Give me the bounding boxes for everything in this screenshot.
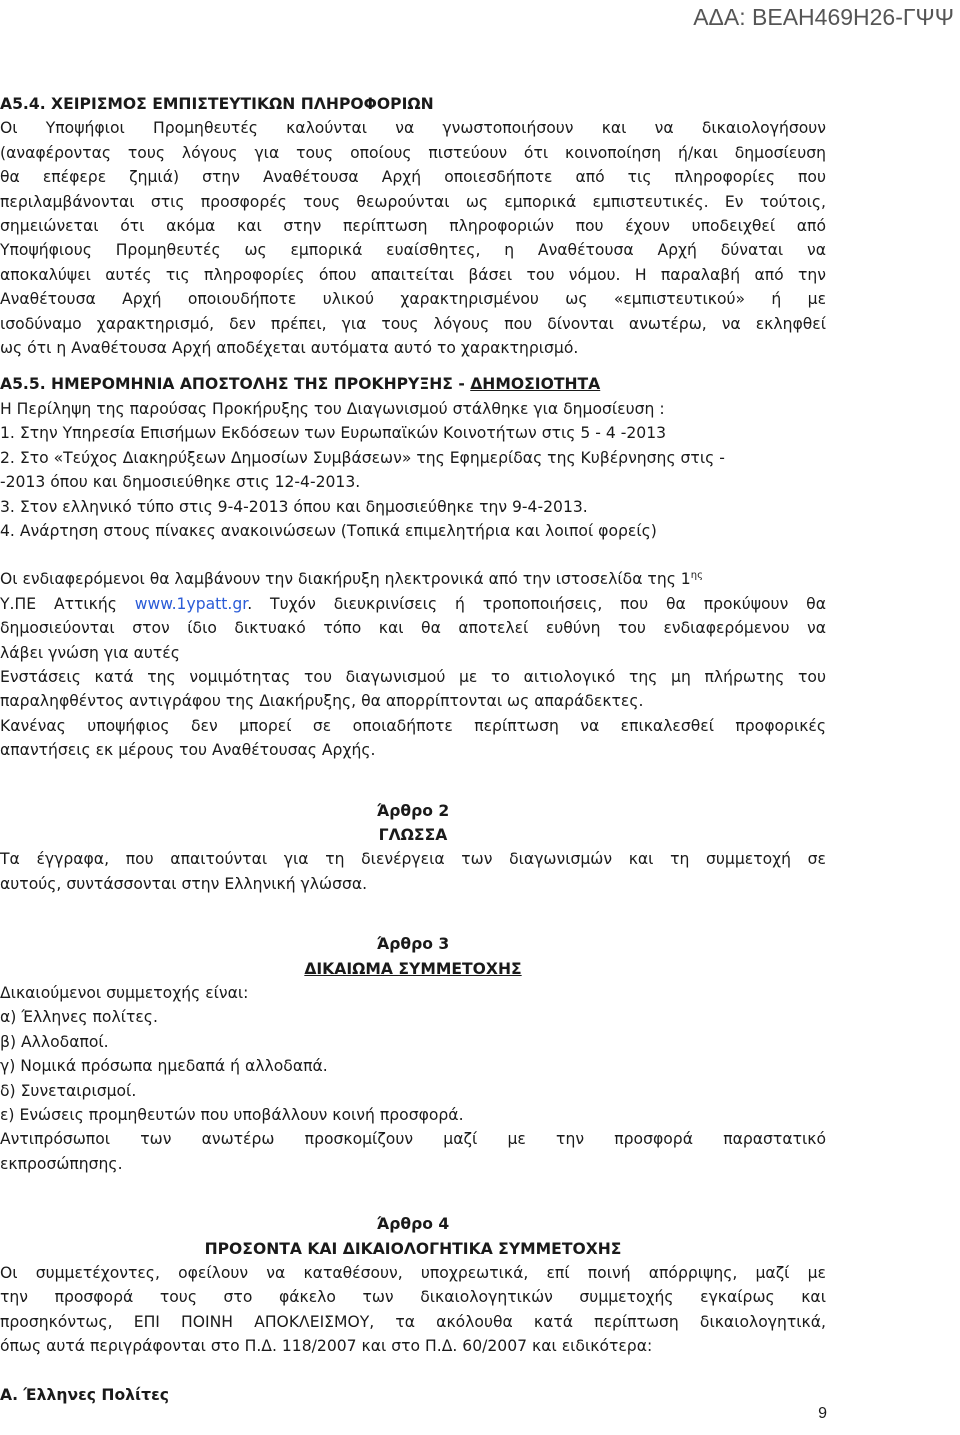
publication-item: 2. Στο «Τεύχος Διακηρύξεων Δημοσίων Συμβάσεων» της Εφημερίδας της Κυβέρνησης στις - — [0, 448, 725, 467]
paragraph-line: αποκαλύψει αυτές τις πληροφορίες όπου απαιτείται βάσει του νόμου. Η παραλαβή από την — [0, 265, 826, 284]
interested-text: . Τυχόν διευκρινίσεις ή τροποποιήσεις, που θα προκύψουν θα — [247, 594, 826, 613]
article-4-heading: Άρθρο 4 — [376, 1215, 450, 1234]
publication-item: 3. Στον ελληνικό τύπο στις 9-4-2013 όπου και δημοσιεύθηκε την 9-4-2013. — [0, 497, 588, 516]
none-line: απαντήσεις εκ μέρους του Αναθέτουσας Αρχής. — [0, 741, 376, 760]
document-page — [0, 92, 826, 1407]
section-a55-title-prefix: Α5.5. ΗΜΕΡΟΜΗΝΙΑ ΑΠΟΣΤΟΛΗΣ ΤΗΣ ΠΡΟΚΗΡΥΞΗΣ - — [0, 375, 471, 394]
paragraph-line: Οι Υποψήφιοι Προμηθευτές καλούνται να γνωστοποιήσουν και να δικαιολογήσουν — [0, 119, 826, 138]
section-a55-title — [0, 372, 826, 396]
eligibility-item: α) Έλληνες πολίτες. — [0, 1008, 158, 1027]
objections-line: Ενστάσεις κατά της νομιμότητας του διαγωνισμού με το αιτιολογικό της μη πλήρωτης του — [0, 667, 826, 686]
interested-text: Οι ενδιαφερόμενοι θα λαμβάνουν την διακήρυξη ηλεκτρονικά από την ιστοσελίδα της 1 — [0, 570, 691, 589]
publication-item: -2013 όπου και δημοσιεύθηκε στις 12-4-2013. — [0, 473, 361, 492]
eligibility-item: ε) Ενώσεις προμηθευτών που υποβάλλουν κοινή προσφορά. — [0, 1106, 464, 1125]
eligibility-item: γ) Νομικά πρόσωπα ημεδαπά ή αλλοδαπά. — [0, 1057, 328, 1076]
paragraph-line: ισοδύναμο χαρακτηρισμό, δεν πρέπει, για τους λόγους που δίνονται ανωτέρω, να εκληφθεί — [0, 314, 826, 333]
paragraph-line: όπως αυτά περιγράφονται στο Π.Δ. 118/2007 και στο Π.Δ. 60/2007 και ειδικότερα: — [0, 1337, 653, 1356]
publication-intro: Η Περίληψη της παρούσας Προκήρυξης του Διαγωνισμού στάλθηκε για δημοσίευση : — [0, 399, 665, 418]
paragraph-line: περιλαμβάνονται στις προσφορές τους θεωρούνται ως εμπορικά εμπιστευτικές. Εν τούτοις, — [0, 192, 826, 211]
paragraph-line: αυτούς, συντάσσονται στην Ελληνική γλώσσα. — [0, 874, 368, 893]
publication-item: 4. Ανάρτηση στους πίνακες ανακοινώσεων (Τοπικά επιμελητήρια και λοιποί φορείς) — [0, 521, 657, 540]
interested-line — [0, 592, 826, 616]
publication-item: 1. Στην Υπηρεσία Επισήμων Εκδόσεων των Ευρωπαϊκών Κοινοτήτων στις 5 - 4 -2013 — [0, 424, 667, 443]
paragraph-line: σημειώνεται ότι ακόμα και στην περίπτωση πληροφοριών που έχουν υποδειχθεί από — [0, 217, 826, 236]
paragraph-line: (αναφέροντας τους λόγους για τους οποίους πιστεύουν ότι κοινοποίηση ή/και δημοσίευση — [0, 143, 826, 162]
article-3-heading: Άρθρο 3 — [376, 935, 450, 954]
interested-line: λάβει γνώση για αυτές — [0, 643, 180, 662]
paragraph-line: Οι συμμετέχοντες, οφείλουν να καταθέσουν, υποχρεωτικά, επί ποινή απόρριψης, μαζί με — [0, 1264, 826, 1283]
paragraph-line: την προσφορά τους στο φάκελο των δικαιολογητικών συμμετοχής εγκαίρως και — [0, 1288, 826, 1307]
section-a55-title-underlined: ΔΗΜΟΣΙΟΤΗΤΑ — [470, 375, 601, 394]
article-4-title: ΠΡΟΣΟΝΤΑ ΚΑΙ ΔΙΚΑΙΟΛΟΓΗΤΙΚΑ ΣΥΜΜΕΤΟΧΗΣ — [204, 1239, 622, 1258]
paragraph-line: ως ότι η Αναθέτουσα Αρχή αποδέχεται αυτόματα αυτό το χαρακτηρισμό. — [0, 339, 579, 358]
ada-code: ΑΔΑ: ΒΕΑΗ469Η26-ΓΨΨ — [693, 4, 954, 30]
superscript-ordinal: ης — [690, 570, 703, 582]
article-2-title: ΓΛΩΣΣΑ — [378, 825, 448, 844]
interested-line — [0, 567, 826, 591]
eligibility-item: β) Αλλοδαποί. — [0, 1032, 109, 1051]
paragraph-line: Υποψήφιους Προμηθευτές ως εμπορικά ευαίσθητες, η Αναθέτουσα Αρχή δύναται να — [0, 241, 826, 260]
eligibility-item: δ) Συνεταιρισμοί. — [0, 1081, 137, 1100]
none-line: Κανένας υποψήφιος δεν μπορεί σε οποιαδήποτε περίπτωση να επικαλεσθεί προφορικές — [0, 716, 826, 735]
paragraph-line: Αναθέτουσα Αρχή οποιουδήποτε υλικού χαρακτηρισμένου ως «εμπιστευτικού» ή με — [0, 290, 826, 309]
page-number: 9 — [818, 1405, 827, 1422]
paragraph-line: εκπροσώπησης. — [0, 1154, 123, 1173]
section-a54-title: Α5.4. ΧΕΙΡΙΣΜΟΣ ΕΜΠΙΣΤΕΥΤΙΚΩΝ ΠΛΗΡΟΦΟΡΙΩΝ — [0, 95, 434, 113]
eligibility-intro: Δικαιούμενοι συμμετοχής είναι: — [0, 984, 249, 1002]
subheading-greek-citizens: Α. Έλληνες Πολίτες — [0, 1385, 170, 1404]
interested-text: Υ.ΠΕ Αττικής — [0, 594, 135, 613]
website-link[interactable]: www.1ypatt.gr — [134, 594, 248, 613]
paragraph-line: Τα έγγραφα, που απαιτούνται για τη διενέργεια των διαγωνισμών και τη συμμετοχή σε — [0, 850, 826, 869]
article-2-heading: Άρθρο 2 — [376, 801, 450, 820]
paragraph-line: προσηκόντως, ΕΠΙ ΠΟΙΝΗ ΑΠΟΚΛΕΙΣΜΟΥ, τα ακόλουθα κατά περίπτωση δικαιολογητικά, — [0, 1312, 826, 1331]
objections-line: παραληφθέντος αντιγράφου της Διακήρυξης, θα απορρίπτονται ως απαράδεκτες. — [0, 692, 644, 711]
article-3-title: ΔΙΚΑΙΩΜΑ ΣΥΜΜΕΤΟΧΗΣ — [304, 959, 522, 978]
interested-line: δημοσιεύονται στον ίδιο δικτυακό τόπο και θα αποτελεί ευθύνη του ενδιαφερόμενου να — [0, 619, 826, 638]
paragraph-line: θα επέφερε ζημιά) στην Αναθέτουσα Αρχή οποιεσδήποτε από τις πληροφορίες που — [0, 168, 826, 187]
paragraph-line: Αντιπρόσωποι των ανωτέρω προσκομίζουν μαζί με την προσφορά παραστατικό — [0, 1130, 826, 1149]
